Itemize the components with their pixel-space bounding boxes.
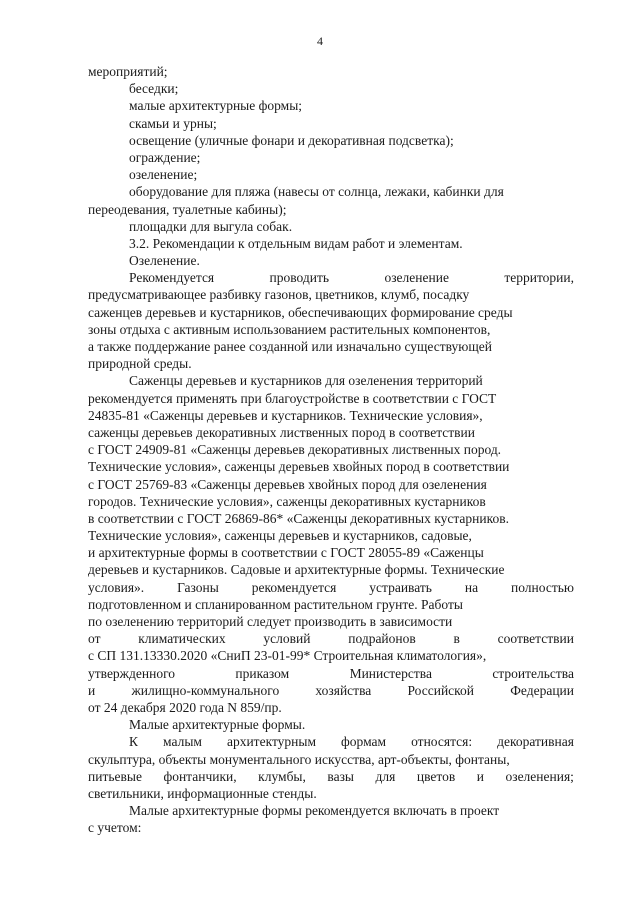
list-item-fencing: ограждение;: [129, 149, 201, 165]
text-line-justified: питьевые фонтанчики, клумбы, вазы для цветов и озеленения;: [88, 768, 574, 784]
text-line: от 24 декабря 2020 года N 859/пр.: [88, 699, 282, 715]
text-line-justified: утвержденного приказом Министерства строительства: [88, 665, 574, 681]
page-number: 4: [317, 34, 323, 48]
text-line: переодевания, туалетные кабины);: [88, 201, 287, 217]
text-line: 24835-81 «Саженцы деревьев и кустарников. Технические условия»,: [88, 407, 483, 423]
text-line: скульптура, объекты монументального искусства, арт-объекты, фонтаны,: [88, 751, 510, 767]
section-heading: 3.2. Рекомендации к отдельным видам работ и элементам.: [129, 235, 463, 251]
text-line: с ГОСТ 25769-83 «Саженцы деревьев хвойных пород для озеленения: [88, 476, 487, 492]
text-line-justified: условия». Газоны рекомендуется устраивать на полностью: [88, 579, 574, 595]
text-line: деревьев и кустарников. Садовые и архитектурные формы. Технические: [88, 562, 505, 578]
text-line: саженцы деревьев декоративных лиственных пород в соответствии: [88, 424, 475, 440]
text-line: по озеленению территорий следует производить в зависимости: [88, 614, 453, 629]
list-item-greening: озеленение;: [129, 167, 198, 183]
paragraph-start: Саженцы деревьев и кустарников для озеленения территорий: [129, 373, 483, 389]
list-item-gazebos: беседки;: [129, 81, 179, 97]
text-line-justified: от климатических условий подрайонов в соответствии: [88, 631, 574, 647]
text-line: рекомендуется применять при благоустройстве в соответствии с ГОСТ: [88, 390, 497, 406]
text-line: с учетом:: [88, 820, 142, 836]
subsection-heading-greening: Озеленение.: [129, 253, 200, 269]
text-line: предусматривающее разбивку газонов, цветников, клумб, посадку: [88, 287, 470, 303]
list-item-beach-equipment: оборудование для пляжа (навесы от солнца, лежаки, кабинки для: [129, 184, 504, 200]
text-line-justified: и жилищно-коммунального хозяйства Российской Федерации: [88, 682, 574, 698]
text-line-justified: Рекомендуется проводить озеленение территории,: [129, 270, 574, 286]
text-line: городов. Технические условия», саженцы декоративных кустарников: [88, 493, 486, 509]
text-line: мероприятий;: [88, 64, 168, 79]
text-line: Технические условия», саженцы деревьев и кустарников, садовые,: [88, 528, 472, 544]
text-line: в соответствии с ГОСТ 26869-86* «Саженцы декоративных кустарников.: [88, 510, 509, 526]
text-line-justified: К малым архитектурным формам относятся: декоративная: [129, 734, 574, 750]
text-line: с ГОСТ 24909-81 «Саженцы деревьев декоративных лиственных пород.: [88, 442, 502, 458]
text-line: Технические условия», саженцы деревьев хвойных пород в соответствии: [88, 459, 510, 475]
list-item-benches: скамьи и урны;: [129, 115, 217, 131]
text-line: природной среды.: [88, 356, 192, 372]
text-line: саженцев деревьев и кустарников, обеспечивающих формирование среды: [88, 304, 513, 320]
paragraph-start: Малые архитектурные формы рекомендуется включать в проект: [129, 803, 500, 819]
subsection-heading-small-forms: Малые архитектурные формы.: [129, 717, 306, 733]
list-item-lighting: освещение (уличные фонари и декоративная подсветка);: [129, 132, 454, 148]
text-line: светильники, информационные стенды.: [88, 785, 317, 801]
list-item-small-architectural-forms: малые архитектурные формы;: [129, 98, 303, 114]
text-line: а также поддержание ранее созданной или изначально существующей: [88, 339, 492, 354]
text-line: с СП 131.13330.2020 «СниП 23-01-99* Строительная климатология»,: [88, 648, 487, 664]
list-item-dog-areas: площадки для выгула собак.: [129, 218, 293, 234]
text-line: и архитектурные формы в соответствии с ГОСТ 28055-89 «Саженцы: [88, 545, 484, 561]
text-line: подготовленном и спланированном растительном грунте. Работы: [88, 596, 463, 612]
body-text: [88, 63, 574, 836]
text-line: зоны отдыха с активным использованием растительных компонентов,: [88, 321, 491, 337]
